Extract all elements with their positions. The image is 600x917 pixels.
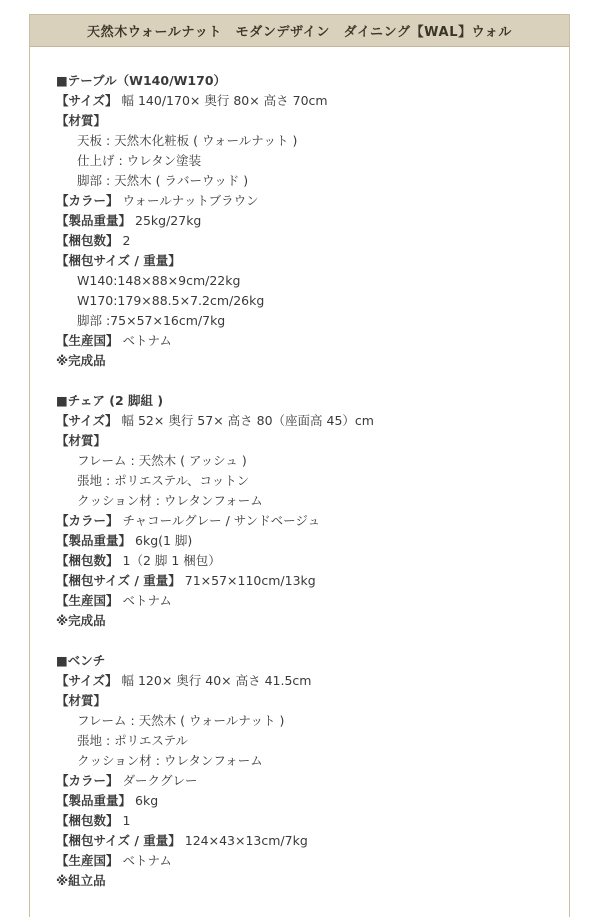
color-value: ダークグレー <box>122 773 198 788</box>
size-row <box>56 671 556 691</box>
weight-row <box>56 531 556 551</box>
material-item: フレーム : 天然木 ( アッシュ ) <box>77 453 247 468</box>
assembly-note: ※組立品 <box>56 873 106 888</box>
weight-value: 6kg(1 脚) <box>135 533 193 548</box>
size-label: 【サイズ】 <box>56 673 118 688</box>
packages-value: 1 <box>122 813 131 828</box>
packages-row <box>56 551 556 571</box>
size-label: 【サイズ】 <box>56 413 118 428</box>
material-item: 天板 : 天然木化粧板 ( ウォールナット ) <box>77 133 298 148</box>
package-size-value: 71×57×110cm/13kg <box>184 573 316 588</box>
material-label: 【材質】 <box>56 433 107 448</box>
size-row <box>56 411 556 431</box>
origin-label: 【生産国】 <box>56 333 119 348</box>
package-size-label: 【梱包サイズ / 重量】 <box>56 253 181 268</box>
origin-row <box>56 591 556 611</box>
package-size-value: 124×43×13cm/7kg <box>184 833 308 848</box>
spec-title: 天然木ウォールナット モダンデザイン ダイニング【WAL】ウォル <box>87 25 512 40</box>
weight-label: 【製品重量】 <box>56 793 132 808</box>
package-size-item: 脚部 :75×57×16cm/7kg <box>77 313 226 328</box>
color-value: チャコールグレー / サンドベージュ <box>122 513 321 528</box>
section-spacer <box>56 631 556 651</box>
section-heading: ■ベンチ <box>56 653 106 668</box>
packages-value: 1（2 脚 1 梱包） <box>122 553 221 568</box>
color-label: 【カラー】 <box>56 513 119 528</box>
section-spacer <box>56 371 556 391</box>
packages-row <box>56 811 556 831</box>
package-size-label: 【梱包サイズ / 重量】 <box>56 833 181 848</box>
packages-label: 【梱包数】 <box>56 813 119 828</box>
table-section <box>56 71 556 371</box>
color-value: ウォールナットブラウン <box>122 193 259 208</box>
material-item: フレーム : 天然木 ( ウォールナット ) <box>77 713 285 728</box>
color-row <box>56 771 556 791</box>
assembly-note: ※完成品 <box>56 353 106 368</box>
chair-section <box>56 391 556 631</box>
size-value: 幅 120× 奥行 40× 高さ 41.5cm <box>121 673 312 688</box>
size-value: 幅 140/170× 奥行 80× 高さ 70cm <box>121 93 328 108</box>
spec-content <box>56 71 556 891</box>
origin-row <box>56 851 556 871</box>
color-label: 【カラー】 <box>56 773 119 788</box>
assembly-note: ※完成品 <box>56 613 106 628</box>
spec-panel <box>29 14 570 917</box>
origin-row <box>56 331 556 351</box>
color-row <box>56 511 556 531</box>
size-row <box>56 91 556 111</box>
weight-row <box>56 791 556 811</box>
weight-value: 6kg <box>135 793 159 808</box>
material-item: クッション材 : ウレタンフォーム <box>77 493 263 508</box>
packages-label: 【梱包数】 <box>56 553 119 568</box>
origin-value: ベトナム <box>122 333 172 348</box>
origin-label: 【生産国】 <box>56 853 119 868</box>
material-item: 張地 : ポリエステル <box>77 733 189 748</box>
color-label: 【カラー】 <box>56 193 119 208</box>
material-label: 【材質】 <box>56 113 107 128</box>
spec-header <box>30 15 569 47</box>
packages-value: 2 <box>122 233 131 248</box>
material-item: 張地 : ポリエステル、コットン <box>77 473 250 488</box>
weight-value: 25kg/27kg <box>135 213 202 228</box>
packages-row <box>56 231 556 251</box>
weight-label: 【製品重量】 <box>56 213 132 228</box>
material-item: 仕上げ : ウレタン塗装 <box>77 153 202 168</box>
color-row <box>56 191 556 211</box>
section-heading: ■テーブル（W140/W170） <box>56 73 227 88</box>
material-label: 【材質】 <box>56 693 107 708</box>
size-value: 幅 52× 奥行 57× 高さ 80（座面高 45）cm <box>121 413 374 428</box>
packages-label: 【梱包数】 <box>56 233 119 248</box>
bench-section <box>56 651 556 891</box>
weight-row <box>56 211 556 231</box>
weight-label: 【製品重量】 <box>56 533 132 548</box>
package-size-row <box>56 571 556 591</box>
package-size-item: W170:179×88.5×7.2cm/26kg <box>77 293 265 308</box>
size-label: 【サイズ】 <box>56 93 118 108</box>
material-item: 脚部 : 天然木 ( ラバーウッド ) <box>77 173 249 188</box>
origin-value: ベトナム <box>122 853 172 868</box>
section-heading: ■チェア (2 脚組 ) <box>56 393 164 408</box>
package-size-item: W140:148×88×9cm/22kg <box>77 273 241 288</box>
package-size-label: 【梱包サイズ / 重量】 <box>56 573 181 588</box>
material-item: クッション材 : ウレタンフォーム <box>77 753 263 768</box>
origin-value: ベトナム <box>122 593 172 608</box>
origin-label: 【生産国】 <box>56 593 119 608</box>
package-size-row <box>56 831 556 851</box>
